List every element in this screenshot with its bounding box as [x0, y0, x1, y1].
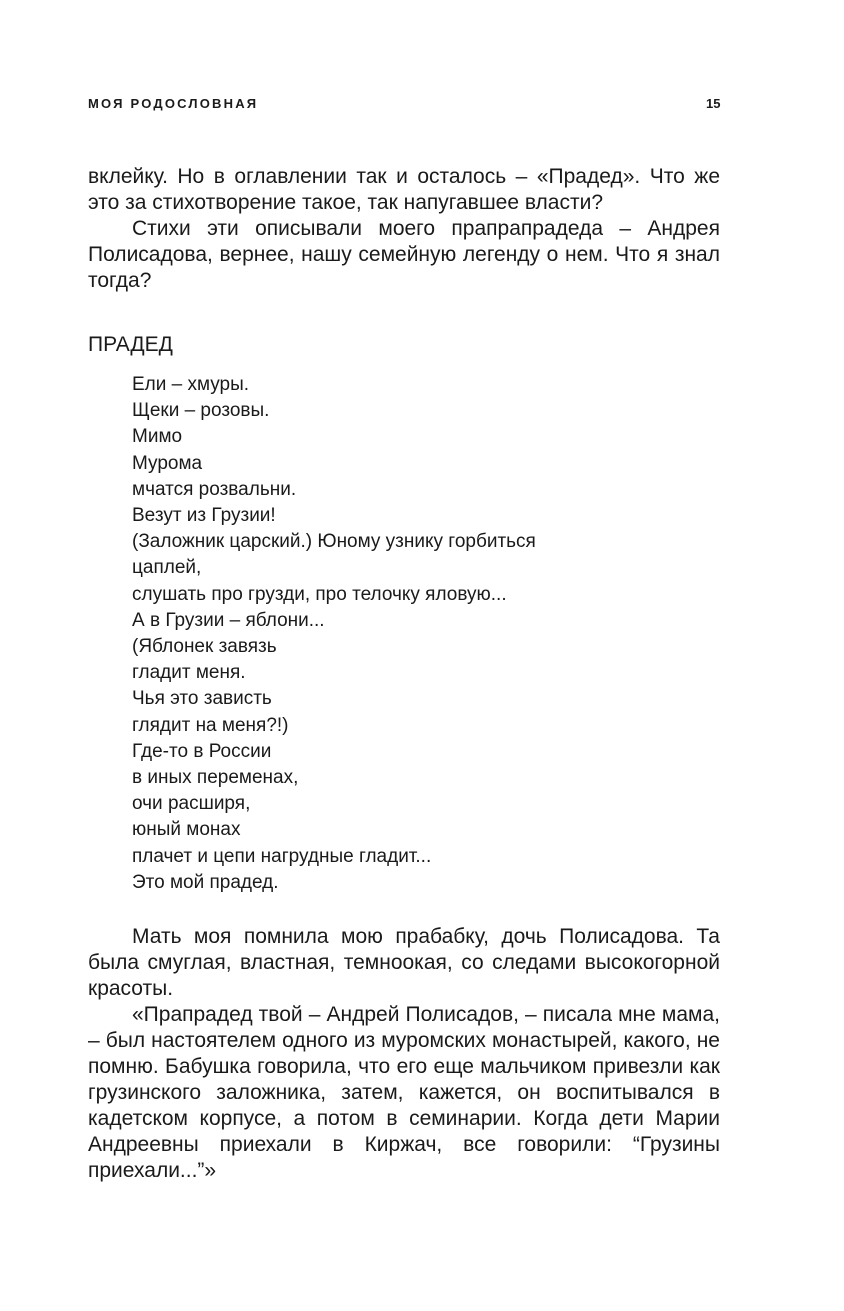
poem-line: (Яблонек завязь: [132, 636, 277, 658]
poem-line: юный монах: [132, 819, 241, 841]
page-number: 15: [706, 96, 721, 111]
poem-line: Чья это зависть: [132, 688, 272, 710]
poem-line: Ели – хмуры.: [132, 374, 250, 395]
outro-paragraph: «Прапрадед твой – Андрей Полисадов, – писала мне мама, – был настоятелем одного из муромских монастырей, какого, не помню. Бабушка говорила, что его еще мальчиком привезли как грузинского заложника, затем, кажется, он воспитывался в кадетском корпусе, а потом в семинарии. Когда дети Марии Андреевны приехали в Киржач, все говорили: “Грузины приехали...”»: [88, 1003, 720, 1182]
intro-paragraph: Стихи эти описывали моего прапрапрадеда – Андрея Полисадова, вернее, нашу семейную легенду о нем. Что я знал тогда?: [88, 217, 720, 292]
intro-paragraph: вклейку. Но в оглавлении так и осталось – «Прадед». Что же это за стихотворение такое, так напугавшее власти?: [88, 165, 720, 214]
poem-line: плачет и цепи нагрудные гладит...: [132, 845, 432, 867]
poem-body: [132, 372, 536, 896]
poem-line: Везут из Грузии!: [132, 505, 276, 527]
poem-line: глядит на меня?!): [132, 714, 289, 736]
running-head: МОЯ РОДОСЛОВНАЯ: [88, 96, 259, 111]
outro-text: [88, 924, 720, 1184]
poem-line: очи расширя,: [132, 793, 251, 815]
poem-line: гладит меня.: [132, 662, 246, 684]
poem-line: Мимо: [132, 426, 183, 448]
poem-line: А в Грузии – яблони...: [132, 609, 325, 631]
poem-title: ПРАДЕД: [88, 333, 173, 356]
intro-text: [88, 164, 720, 294]
outro-paragraph: Мать моя помнила мою прабабку, дочь Полисадова. Та была смуглая, властная, темноокая, со следами высокогорной красоты.: [88, 925, 720, 1000]
poem-line: в иных переменах,: [132, 767, 299, 789]
poem-line: мчатся розвальни.: [132, 478, 297, 500]
poem-line: Это мой прадед.: [132, 871, 279, 893]
poem-line: (Заложник царский.) Юному узнику горбиться: [132, 531, 536, 553]
poem-line: слушать про грузди, про телочку яловую...: [132, 583, 507, 605]
poem-line: Мурома: [132, 452, 203, 474]
poem-line: цаплей,: [132, 557, 202, 579]
poem-line: Где-то в России: [132, 740, 272, 762]
poem-line: Щеки – розовы.: [132, 400, 270, 422]
